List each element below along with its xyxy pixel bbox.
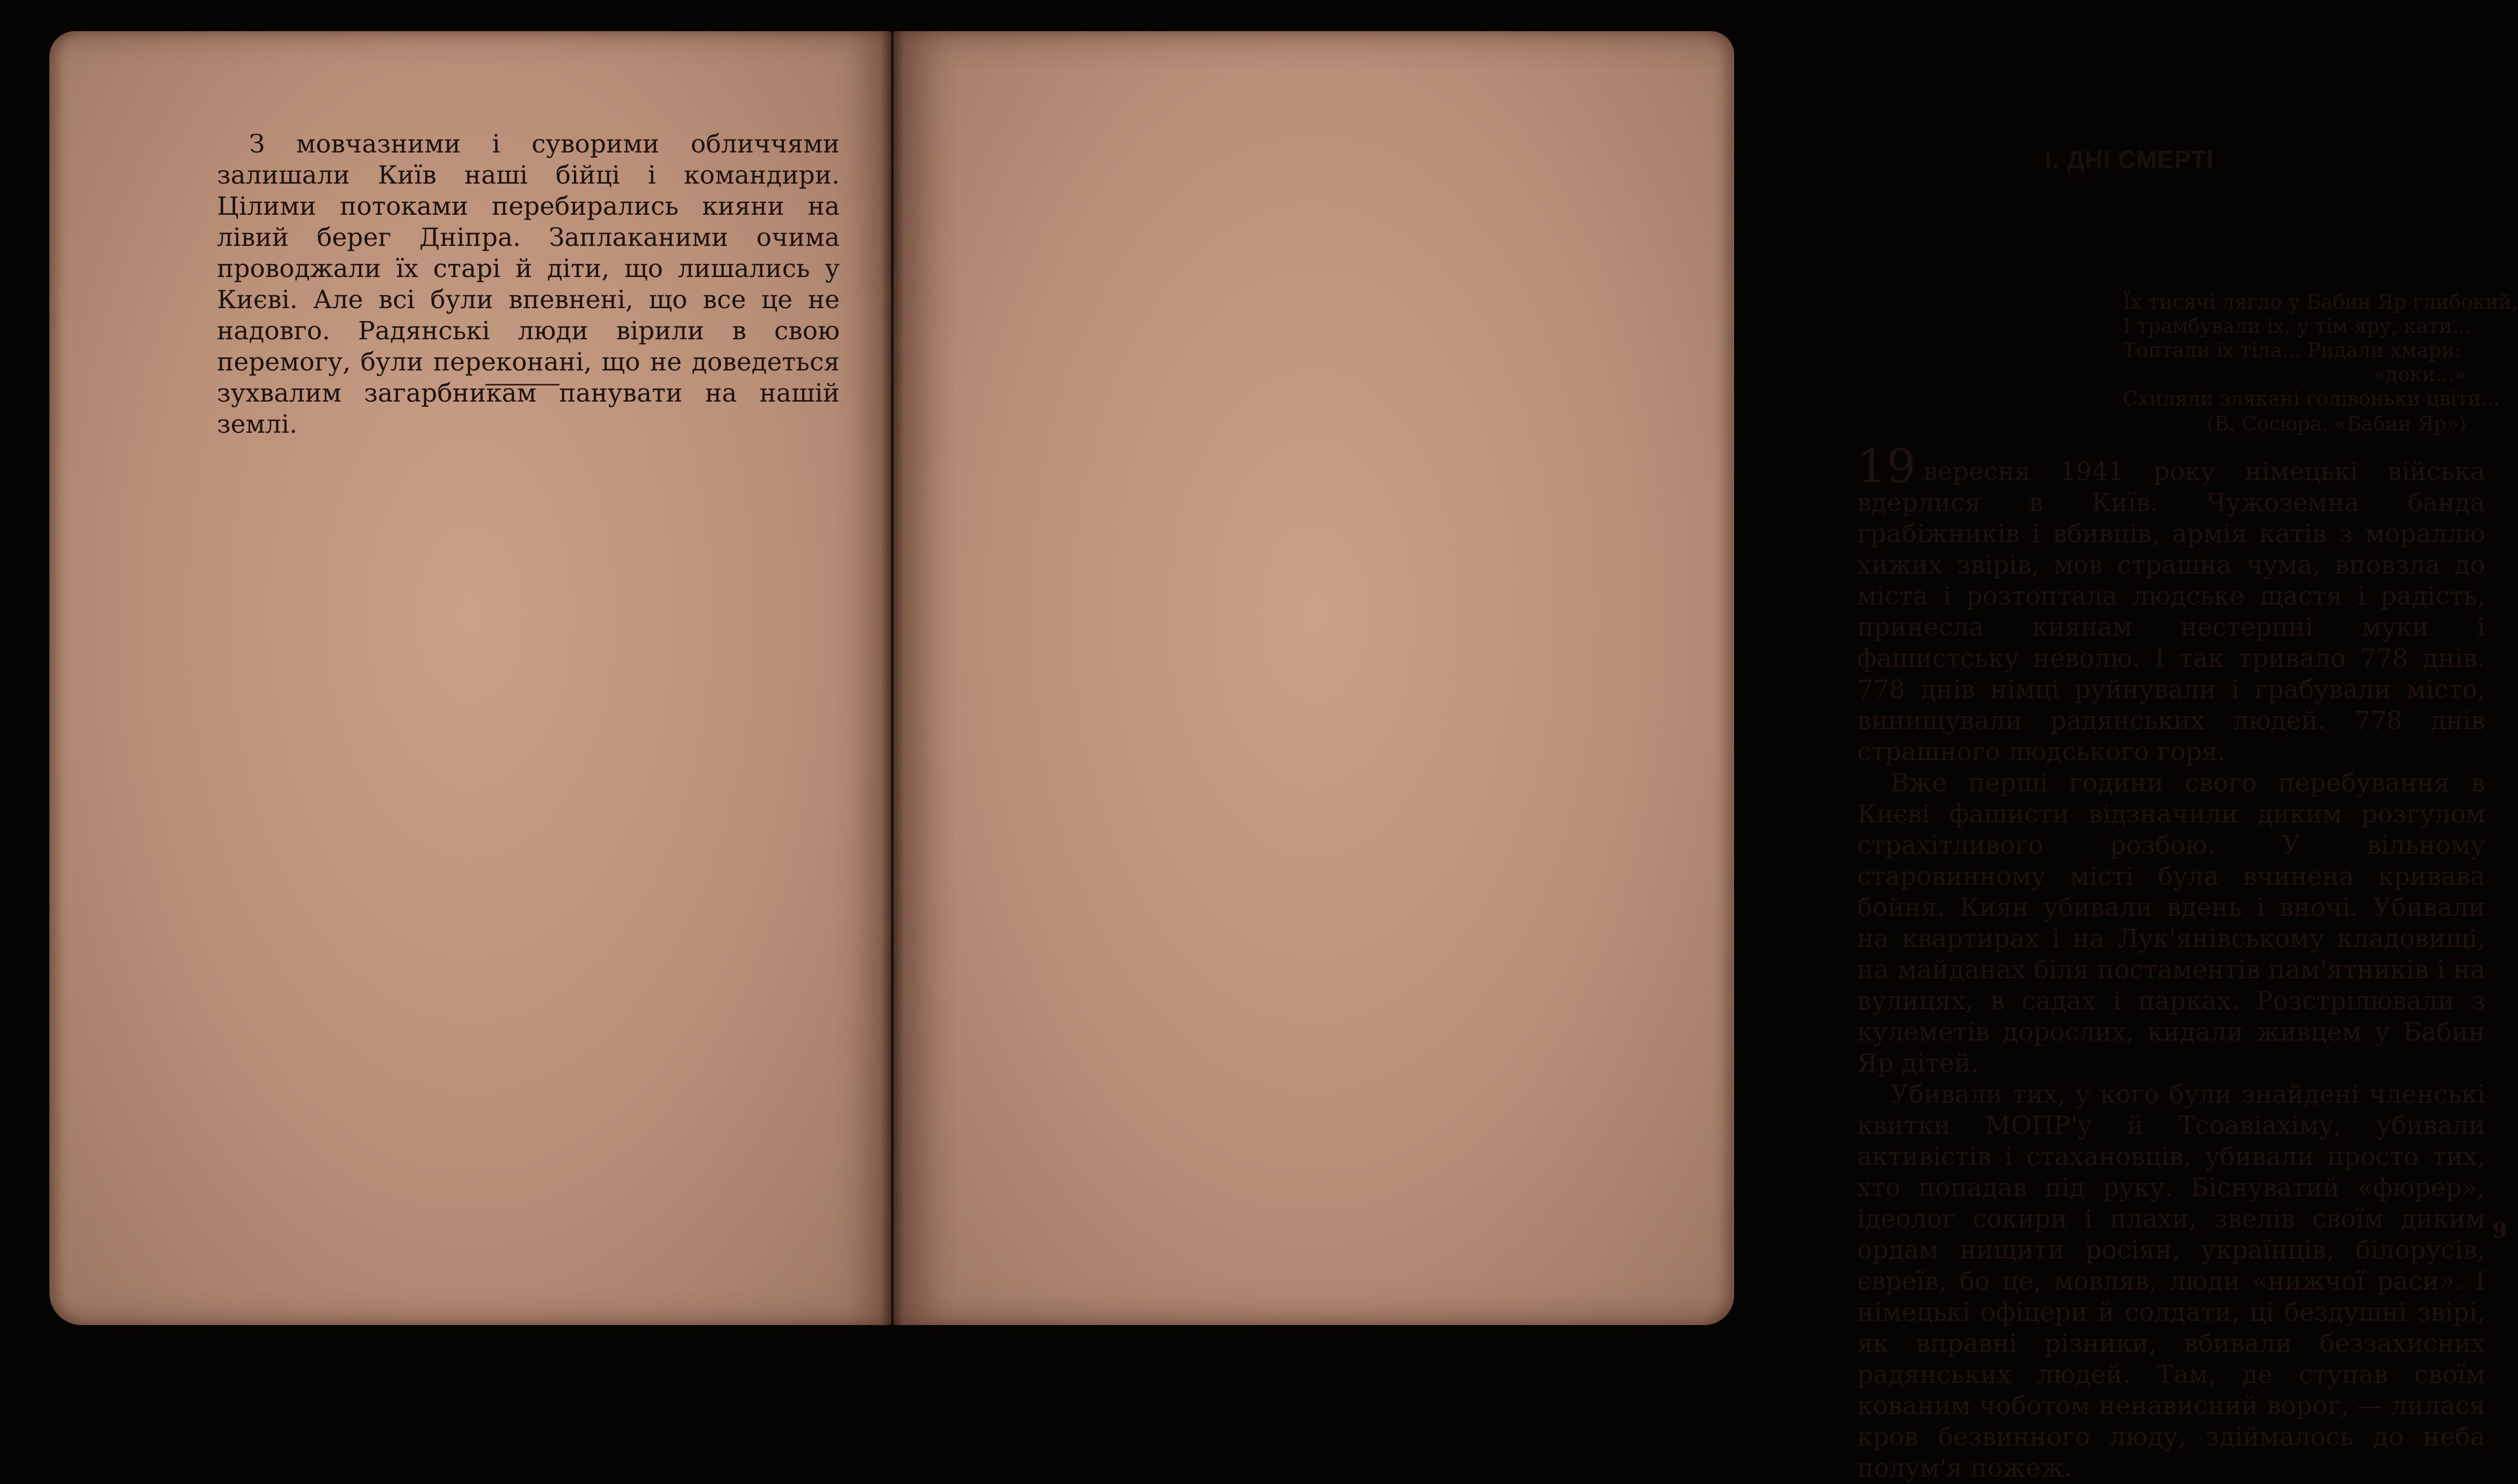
epigraph-line: Топтали їх тіла... Ридали хмари: [2123,339,2462,362]
chapter-body [1857,440,2485,1484]
open-book [49,31,2518,1483]
body-paragraph: Вже перші години свого перебування в Києві фашисти відзначили диким розгулом страхітливого розбою. У вільному старовинному місті була вчинена кривава бойня. Киян убивали вдень і вночі. Убивали на квартирах і на Лук'янівському кладовищі, на майданах біля постаментів пам'ятників і на вулицях, в садах і парках. Розстрілювали з кулеметів дорослих, кидали живцем у Бабин Яр дітей. [1857,768,2485,1078]
body-paragraph [1857,440,2485,768]
chapter-title: І. ДНІ СМЕРТІ [2044,146,2214,173]
epigraph-line: «доки...» [2373,363,2466,386]
section-divider [485,384,559,385]
epigraph-line: Схиляли злякані голівоньки цвіти... [2123,387,2500,410]
body-paragraph: Убивали тих, у кого були знайдені членські квитки МОПР'у й Тсоавіахіму, убивали активістів і стахановців, убивали просто тих, хто попадав під руку. Біснуватий «фюрер», ідеолог сокири і плахи, звелів своїм диким ордам нищити росіян, українців, білорусів, євреїв, бо це, мовляв, люди «нижчої раси». І німецькі офіцери й солдати, ці бездушні звірі, як вправні різники, вбивали беззахисних радянських людей. Там, де ступав своїм кованим чоботом ненависний ворог, — лилася кров безвинного люду, здіймалось до неба полум'я пожеж. [1857,1080,2485,1483]
left-page [49,31,891,1325]
epigraph-line: І трамбували їх, у тім яру, кати... [2123,315,2471,338]
epigraph [2123,290,2518,436]
lead-number: 19 [1857,440,1916,493]
page-number: 9 [2492,1218,2507,1243]
epigraph-line: Їх тисячі лягло у Бабин Яр глибокий, [2123,290,2518,314]
epigraph-attribution: (В. Сосюра. «Бабин Яр») [2207,412,2466,435]
right-page [893,31,2518,1483]
left-page-paragraph: З мовчазними і суворими обличчями залишали Київ наші бійці і командири. Цілими потоками перебирались кияни на лівий берег Дніпра. Заплаканими очима проводжали їх старі й діти, що лишались у Києві. Але всі були впевнені, що все це не надовго. Радянські люди вірили в свою перемогу, були переконані, що не доведеться зухвалим загарбникам панувати на нашій землі. [217,129,840,439]
book-spine [880,31,904,1325]
paragraph-text: вересня 1941 року німецькі війська вдерлися в Київ. Чужоземна банда грабіжників і вбивців, армія катів з мораллю хижих звірів, мов страшна чума, вповзла до міста і розтоптала людське щастя і радість, принесла киянам нестерпні муки і фашистську неволю. І так тривало 778 днів. 778 днів німці руйнували і грабували місто, винищували радянських людей. 778 днів страшного людського горя. [1857,457,2485,767]
